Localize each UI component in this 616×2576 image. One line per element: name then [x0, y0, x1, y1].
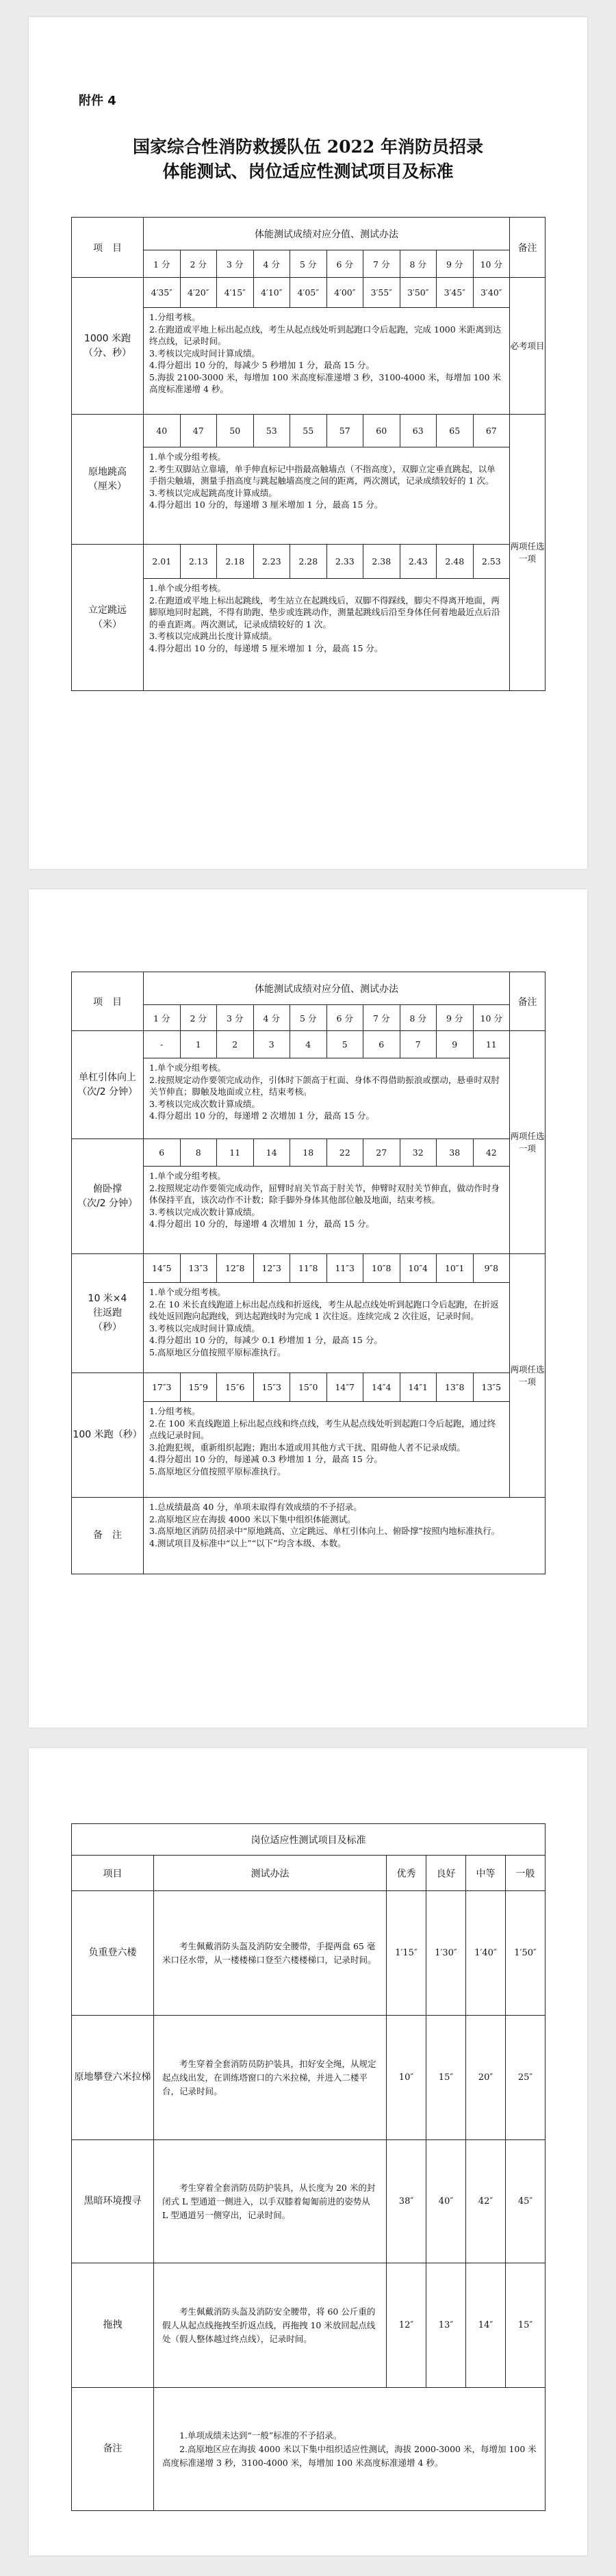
score-cell: 3′45″ [437, 278, 474, 308]
shuttle-run100-remark: 两项任选一项 [510, 1254, 546, 1498]
method-line: 3.抢跑犯规，重新组织起跑；跑出本道或用其他方式干扰、阻碍他人者不记录成绩。 [149, 1442, 465, 1453]
notes-label: 备注 [72, 2388, 154, 2511]
header-item: 项 目 [72, 218, 144, 278]
method-text: 考生穿着全套消防员防护装具，从长度为 20 米的封闭式 L 型通道一侧进入，以手双膝着匐匍前进的姿势从 L 型通道另一侧穿出，记录时间。 [162, 2182, 376, 2220]
document-title-line1: 国家综合性消防救援队伍 2022 年消防员招录 [133, 137, 483, 157]
note-line: 1.单项成绩未达到“一般”标准的不予招录。 [179, 2430, 342, 2441]
score-cell: 14″5 [144, 1254, 181, 1283]
score-label: 7 分 [363, 1005, 400, 1031]
score-label: 10 分 [473, 1005, 510, 1031]
document-page-2 [29, 889, 587, 1728]
row-good: 1′30″ [426, 1891, 466, 2016]
shuttle-name-line2: 往返跑 [93, 1307, 122, 1318]
score-label: 1 分 [144, 1005, 181, 1031]
method-line: 4.得分超出 10 分的，每递减 0.3 秒增加 1 分，最高 15 分。 [149, 1454, 383, 1464]
run1000-score-row [72, 278, 546, 308]
score-cell: 40 [144, 415, 181, 447]
score-cell: 8 [180, 1139, 217, 1167]
method-line: 2.在 100 米直线跑道上标出起点线和终点线，考生从起点线处听到起跑口令后起跑，通过终点线记录时间。 [149, 1418, 496, 1440]
notes-content [144, 1498, 546, 1574]
score-cell: 3 [253, 1031, 290, 1058]
score-cell: 2.48 [437, 545, 474, 579]
note-line: 1.总成绩最高 40 分，单项未取得有效成绩的不予招录。 [149, 1502, 362, 1512]
score-cell: 47 [180, 415, 217, 447]
pushup-score-row [72, 1139, 546, 1167]
score-cell: 2.01 [144, 545, 181, 579]
row-method [154, 2140, 387, 2263]
run100-name: 100 米跑（秒） [72, 1373, 144, 1498]
score-cell: 6 [363, 1031, 400, 1058]
reach-name-line2: （厘米） [88, 480, 127, 492]
score-cell: 4′15″ [217, 278, 254, 308]
method-line: 5.高原地区分值按照平原标准执行。 [149, 1346, 286, 1357]
score-cell: 2.38 [363, 545, 400, 579]
score-cell: 13″3 [180, 1254, 217, 1283]
note-line: 3.高原地区消防员招录中“原地跳高、立定跳远、单杠引体向上、俯卧撑”按照内地标准执行。 [149, 1526, 500, 1536]
notes-label: 备 注 [72, 1498, 144, 1574]
method-line: 4.得分超出 10 分的，每减少 0.1 秒增加 1 分，最高 15 分。 [149, 1335, 383, 1345]
method-line: 3.考核以完成时间计算成绩。 [149, 348, 260, 359]
row-excellent: 1′15″ [387, 1891, 426, 2016]
header-excellent: 优秀 [387, 1856, 426, 1891]
row-medium: 1′40″ [466, 1891, 506, 2016]
header-good: 良好 [426, 1856, 466, 1891]
method-line: 2.在跑道或平地上标出起跳线，考生站立在起跳线后，双脚不得踩线，脚尖不得离开地面，两脚原地同时起跳，不得有助跑、垫步或连跳动作，测量起跳线后沿至身体任何着地最近点后沿的垂直距离。两次测试，记录成绩较好的 1 次。 [149, 595, 500, 629]
method-line: 3.考核以完成次数计算成绩。 [149, 1206, 260, 1217]
score-label: 4 分 [253, 1005, 290, 1031]
score-cell: 2 [217, 1031, 254, 1058]
score-cell: 38 [437, 1139, 474, 1167]
document-page-3 [29, 1748, 587, 2555]
score-cell: 5 [326, 1031, 363, 1058]
header-standard: 体能测试成绩对应分值、测试办法 [144, 972, 510, 1005]
method-text: 考生佩戴消防头盔及消防安全腰带，手提两盘 65 毫米口径水带，从一楼楼梯口登至六楼楼梯口，记录时间。 [162, 1940, 376, 1965]
run1000-name [72, 278, 144, 415]
pushup-name-line1: 俯卧撑 [93, 1183, 122, 1195]
pushup-name [72, 1139, 144, 1254]
score-cell: 18 [290, 1139, 327, 1167]
longjump-method [144, 579, 510, 691]
header-method: 测试办法 [154, 1856, 387, 1891]
run100-score-row [72, 1373, 546, 1402]
score-cell: 22 [326, 1139, 363, 1167]
table-row [72, 2140, 546, 2263]
score-label: 5 分 [290, 250, 327, 278]
score-label: 7 分 [363, 250, 400, 278]
longjump-score-row [72, 545, 546, 579]
row-pass: 25″ [506, 2016, 546, 2140]
score-label: 5 分 [290, 1005, 327, 1031]
score-label: 8 分 [400, 1005, 437, 1031]
method-line: 3.考核以完成跳出长度计算成绩。 [149, 631, 277, 641]
job-table-title: 岗位适应性测试项目及标准 [72, 1824, 546, 1856]
row-name: 负重登六楼 [72, 1891, 154, 2016]
header-remark: 备注 [510, 972, 546, 1031]
score-cell: 2.33 [326, 545, 363, 579]
score-label: 3 分 [217, 250, 254, 278]
row-name: 黑暗环境搜寻 [72, 2140, 154, 2263]
pushup-method [144, 1167, 510, 1254]
score-cell: 10″8 [363, 1254, 400, 1283]
score-cell: 32 [400, 1139, 437, 1167]
score-cell: 17″3 [144, 1373, 181, 1402]
score-cell: 55 [290, 415, 327, 447]
shuttle-score-row [72, 1254, 546, 1283]
run100-method [144, 1402, 510, 1498]
row-pass: 45″ [506, 2140, 546, 2263]
row-method [154, 2263, 387, 2388]
score-cell: 3′55″ [363, 278, 400, 308]
reach-name-line1: 原地跳高 [88, 466, 127, 478]
run1000-name-line2: （分、秒） [84, 347, 131, 359]
score-label: 10 分 [473, 250, 510, 278]
score-cell: 15″0 [290, 1373, 327, 1402]
job-adaptability-table [71, 1823, 546, 2511]
score-cell: 2.53 [473, 545, 510, 579]
method-line: 2.按照规定动作要领完成动作，屈臂时肩关节高于肘关节，伸臂时双肘关节伸直，做动作时身体保持平直，该次动作不计数；除手脚外身体其他部位触及地面，结束考核。 [149, 1182, 500, 1205]
score-cell: 13″8 [437, 1373, 474, 1402]
score-label: 6 分 [326, 250, 363, 278]
score-cell: 2.43 [400, 545, 437, 579]
method-line: 4.得分超出 10 分的，每递增 4 次增加 1 分，最高 15 分。 [149, 1219, 374, 1229]
score-cell: 11″3 [326, 1254, 363, 1283]
method-line: 3.考核以完成次数计算成绩。 [149, 1098, 260, 1109]
row-medium: 42″ [466, 2140, 506, 2263]
reach-longjump-remark: 两项任选一项 [510, 415, 546, 691]
header-standard: 体能测试成绩对应分值、测试办法 [144, 218, 510, 250]
method-line: 1.单个或分组考核。 [149, 583, 226, 593]
header-remark: 备注 [510, 218, 546, 278]
table-row [72, 1891, 546, 2016]
score-label: 1 分 [144, 250, 181, 278]
physical-test-table-2 [71, 972, 546, 1574]
score-cell: 12″3 [253, 1254, 290, 1283]
score-cell: 14 [253, 1139, 290, 1167]
score-cell: 50 [217, 415, 254, 447]
score-cell: 11″8 [290, 1254, 327, 1283]
score-cell: 4′20″ [180, 278, 217, 308]
pullup-name-line1: 单杠引体向上 [79, 1071, 136, 1083]
shuttle-name-line1: 10 米×4 [88, 1293, 127, 1304]
run1000-method [144, 308, 510, 415]
score-label: 4 分 [253, 250, 290, 278]
pullup-pushup-remark: 两项任选一项 [510, 1031, 546, 1254]
row-medium: 20″ [466, 2016, 506, 2140]
shuttle-name-line3: （秒） [93, 1322, 122, 1333]
score-cell: 4 [290, 1031, 327, 1058]
score-cell: 12″8 [217, 1254, 254, 1283]
reach-name [72, 415, 144, 545]
row-excellent: 10″ [387, 2016, 426, 2140]
method-line: 1.单个或分组考核。 [149, 1287, 226, 1297]
row-name: 原地攀登六米拉梯 [72, 2016, 154, 2140]
score-cell: 10″4 [400, 1254, 437, 1283]
score-cell: 4′10″ [253, 278, 290, 308]
score-label: 9 分 [437, 250, 474, 278]
longjump-name [72, 545, 144, 691]
table-row [72, 2016, 546, 2140]
job-header-row [72, 1856, 546, 1891]
score-cell: 60 [363, 415, 400, 447]
row-method [154, 2016, 387, 2140]
score-label: 8 分 [400, 250, 437, 278]
score-label: 2 分 [180, 1005, 217, 1031]
score-label: 2 分 [180, 250, 217, 278]
row-pass: 1′50″ [506, 1891, 546, 2016]
pullup-score-row [72, 1031, 546, 1058]
row-name: 拖拽 [72, 2263, 154, 2388]
score-cell: 53 [253, 415, 290, 447]
longjump-name-line1: 立定跳远 [88, 604, 127, 616]
score-cell: 4′05″ [290, 278, 327, 308]
score-cell: 57 [326, 415, 363, 447]
table-row [72, 2263, 546, 2388]
score-cell: 9″8 [473, 1254, 510, 1283]
shuttle-name [72, 1254, 144, 1373]
score-cell: 67 [473, 415, 510, 447]
score-cell: 27 [363, 1139, 400, 1167]
run1000-name-line1: 1000 米跑 [84, 333, 131, 344]
method-line: 2.在跑道或平地上标出起点线，考生从起点线处听到起跑口令后起跑，完成 1000 米距离到达终点线，记录时间。 [149, 324, 502, 346]
score-cell: 6 [144, 1139, 181, 1167]
method-text: 考生穿着全套消防员防护装具，扣好安全绳，从规定起点线出发，在训练塔窗口的六米拉梯，并进入二楼平台，记录时间。 [162, 2058, 376, 2096]
row-medium: 14″ [466, 2263, 506, 2388]
score-cell: 2.13 [180, 545, 217, 579]
method-line: 4.得分超出 10 分的，每递增 2 次增加 1 分，最高 15 分。 [149, 1110, 374, 1121]
row-good: 40″ [426, 2140, 466, 2263]
score-cell: 1 [180, 1031, 217, 1058]
longjump-name-line2: （米） [93, 619, 122, 630]
score-cell: 11 [473, 1031, 510, 1058]
score-cell: 2.18 [217, 545, 254, 579]
score-cell: 63 [400, 415, 437, 447]
score-label: 6 分 [326, 1005, 363, 1031]
method-line: 3.考核以完成时间计算成绩。 [149, 1323, 260, 1333]
reach-method [144, 447, 510, 545]
pullup-name-line2: （次/2 分钟） [77, 1086, 138, 1097]
notes-content [154, 2388, 546, 2511]
method-line: 2.在 10 米长直线跑道上标出起点线和折返线，考生从起点线处听到起跑口令后起跑，在折返线处返回跑向起跑线，到达起跑线时为完成 1 次往返。连续完成 2 次往返，记录时间。 [149, 1299, 499, 1321]
header-medium: 中等 [466, 1856, 506, 1891]
score-cell: 2.28 [290, 545, 327, 579]
row-method [154, 1891, 387, 2016]
reach-score-row [72, 415, 546, 447]
method-text: 考生佩戴消防头盔及消防安全腰带，将 60 公斤重的假人从起点线拖拽至折返点线，再拖拽 10 米放回起点线处（假人整体越过终点线），记录时间。 [162, 2306, 376, 2344]
score-cell: 11 [217, 1139, 254, 1167]
score-cell: 3′40″ [473, 278, 510, 308]
method-line: 3.考核以完成起跳高度计算成绩。 [149, 487, 277, 498]
annex-label: 附件 4 [79, 94, 116, 108]
note-line: 2.高原地区应在海拔 4000 米以下集中组织适应性测试，海拔 2000-3000 米，每增加 100 米高度标准递增 3 秒，3100-4000 米，每增加 100 米高度标准递增 4 秒。 [162, 2443, 537, 2468]
row-good: 15″ [426, 2016, 466, 2140]
row-pass: 15″ [506, 2263, 546, 2388]
score-cell: 14″1 [400, 1373, 437, 1402]
method-line: 4.得分超出 10 分的，每递增 3 厘米增加 1 分，最高 15 分。 [149, 499, 383, 510]
score-cell: 4′35″ [144, 278, 181, 308]
method-line: 1.分组考核。 [149, 312, 201, 322]
method-line: 1.单个或分组考核。 [149, 1171, 226, 1181]
method-line: 1.单个或分组考核。 [149, 1063, 226, 1073]
method-line: 2.按照规定动作要领完成动作，引体时下颌高于杠面、身体不得借助振浪或摆动，悬垂时双肘关节伸直；脚触及地面或立柱，结束考核。 [149, 1074, 500, 1097]
note-line: 2.高原地区应在海拔 4000 米以下集中组织体能测试。 [149, 1513, 356, 1524]
score-cell: 15″9 [180, 1373, 217, 1402]
method-line: 1.单个或分组考核。 [149, 452, 226, 462]
score-cell: 7 [400, 1031, 437, 1058]
score-label: 3 分 [217, 1005, 254, 1031]
method-line: 5.高原地区分值按照平原标准执行。 [149, 1466, 286, 1476]
score-cell: 13″5 [473, 1373, 510, 1402]
header-item: 项 目 [72, 972, 144, 1031]
score-cell: 4′00″ [326, 278, 363, 308]
method-line: 2.考生双脚站立靠墙，单手伸直标记中指最高触墙点（不指高度），双脚立定垂直跳起，以单手指尖触墙，测量手指高度与跳起触墙高度之间的距离，两次测试，记录成绩较好的 1 次。 [149, 463, 496, 486]
row-excellent: 12″ [387, 2263, 426, 2388]
shuttle-method [144, 1283, 510, 1373]
score-cell: - [144, 1031, 181, 1058]
document-title-line2: 体能测试、岗位适应性测试项目及标准 [162, 161, 454, 181]
score-cell: 15″3 [253, 1373, 290, 1402]
row-good: 13″ [426, 2263, 466, 2388]
score-cell: 42 [473, 1139, 510, 1167]
score-cell: 2.23 [253, 545, 290, 579]
run1000-remark: 必考项目 [510, 278, 546, 415]
score-cell: 9 [437, 1031, 474, 1058]
pullup-method [144, 1058, 510, 1139]
method-line: 4.得分超出 10 分的，每减少 5 秒增加 1 分，最高 15 分。 [149, 360, 374, 370]
note-line: 4.测试项目及标准中“以上”“以下”均含本级、本数。 [149, 1537, 346, 1548]
score-label: 9 分 [437, 1005, 474, 1031]
score-cell: 3′50″ [400, 278, 437, 308]
score-cell: 14″7 [326, 1373, 363, 1402]
row-excellent: 38″ [387, 2140, 426, 2263]
score-cell: 14″4 [363, 1373, 400, 1402]
pushup-name-line2: （次/2 分钟） [77, 1197, 138, 1209]
method-line: 4.得分超出 10 分的，每递增 5 厘米增加 1 分，最高 15 分。 [149, 642, 383, 653]
score-cell: 65 [437, 415, 474, 447]
method-line: 1.分组考核。 [149, 1406, 201, 1416]
pullup-name [72, 1031, 144, 1139]
header-item: 项目 [72, 1856, 154, 1891]
method-line: 5.海拔 2100-3000 米，每增加 100 米高度标准递增 3 秒，3100-4000 米，每增加 100 米高度标准递增 4 秒。 [149, 372, 502, 394]
document-page-1 [29, 17, 587, 869]
score-cell: 15″6 [217, 1373, 254, 1402]
header-pass: 一般 [506, 1856, 546, 1891]
score-cell: 10″1 [437, 1254, 474, 1283]
physical-test-table-1 [71, 217, 546, 691]
